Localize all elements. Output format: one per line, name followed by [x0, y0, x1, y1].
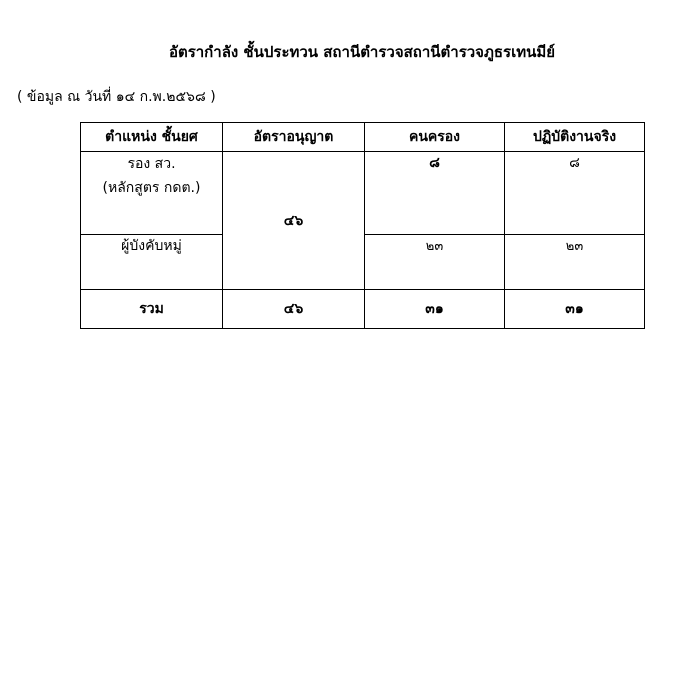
position-cell: ผู้บังคับหมู่	[81, 235, 223, 290]
total-occupied: ๓๑	[365, 290, 505, 329]
staffing-table	[80, 122, 645, 329]
data-date-note: ( ข้อมูล ณ วันที่ ๑๔ ก.พ.๒๕๖๘ )	[17, 89, 216, 105]
total-label: รวม	[81, 290, 223, 329]
position-name: รอง สว.	[127, 156, 176, 172]
occupied-cell: ๘	[365, 152, 505, 235]
header-allowed: อัตราอนุญาต	[223, 123, 365, 152]
total-actual: ๓๑	[505, 290, 645, 329]
actual-cell: ๘	[505, 152, 645, 235]
table-header-row	[81, 123, 645, 152]
total-row	[81, 290, 645, 329]
header-occupied: คนครอง	[365, 123, 505, 152]
header-position: ตำแหน่ง ชั้นยศ	[81, 123, 223, 152]
total-allowed: ๔๖	[223, 290, 365, 329]
allowed-merged-cell: ๔๖	[223, 152, 365, 290]
page-title: อัตรากำลัง ชั้นประทวน สถานีตำรวจสถานีตำรวจภูธรเทนมีย์	[168, 43, 556, 61]
position-cell	[81, 152, 223, 235]
table-row	[81, 152, 645, 235]
occupied-cell: ๒๓	[365, 235, 505, 290]
position-course: (หลักสูตร กดต.)	[102, 180, 201, 196]
header-actual: ปฏิบัติงานจริง	[505, 123, 645, 152]
actual-cell: ๒๓	[505, 235, 645, 290]
